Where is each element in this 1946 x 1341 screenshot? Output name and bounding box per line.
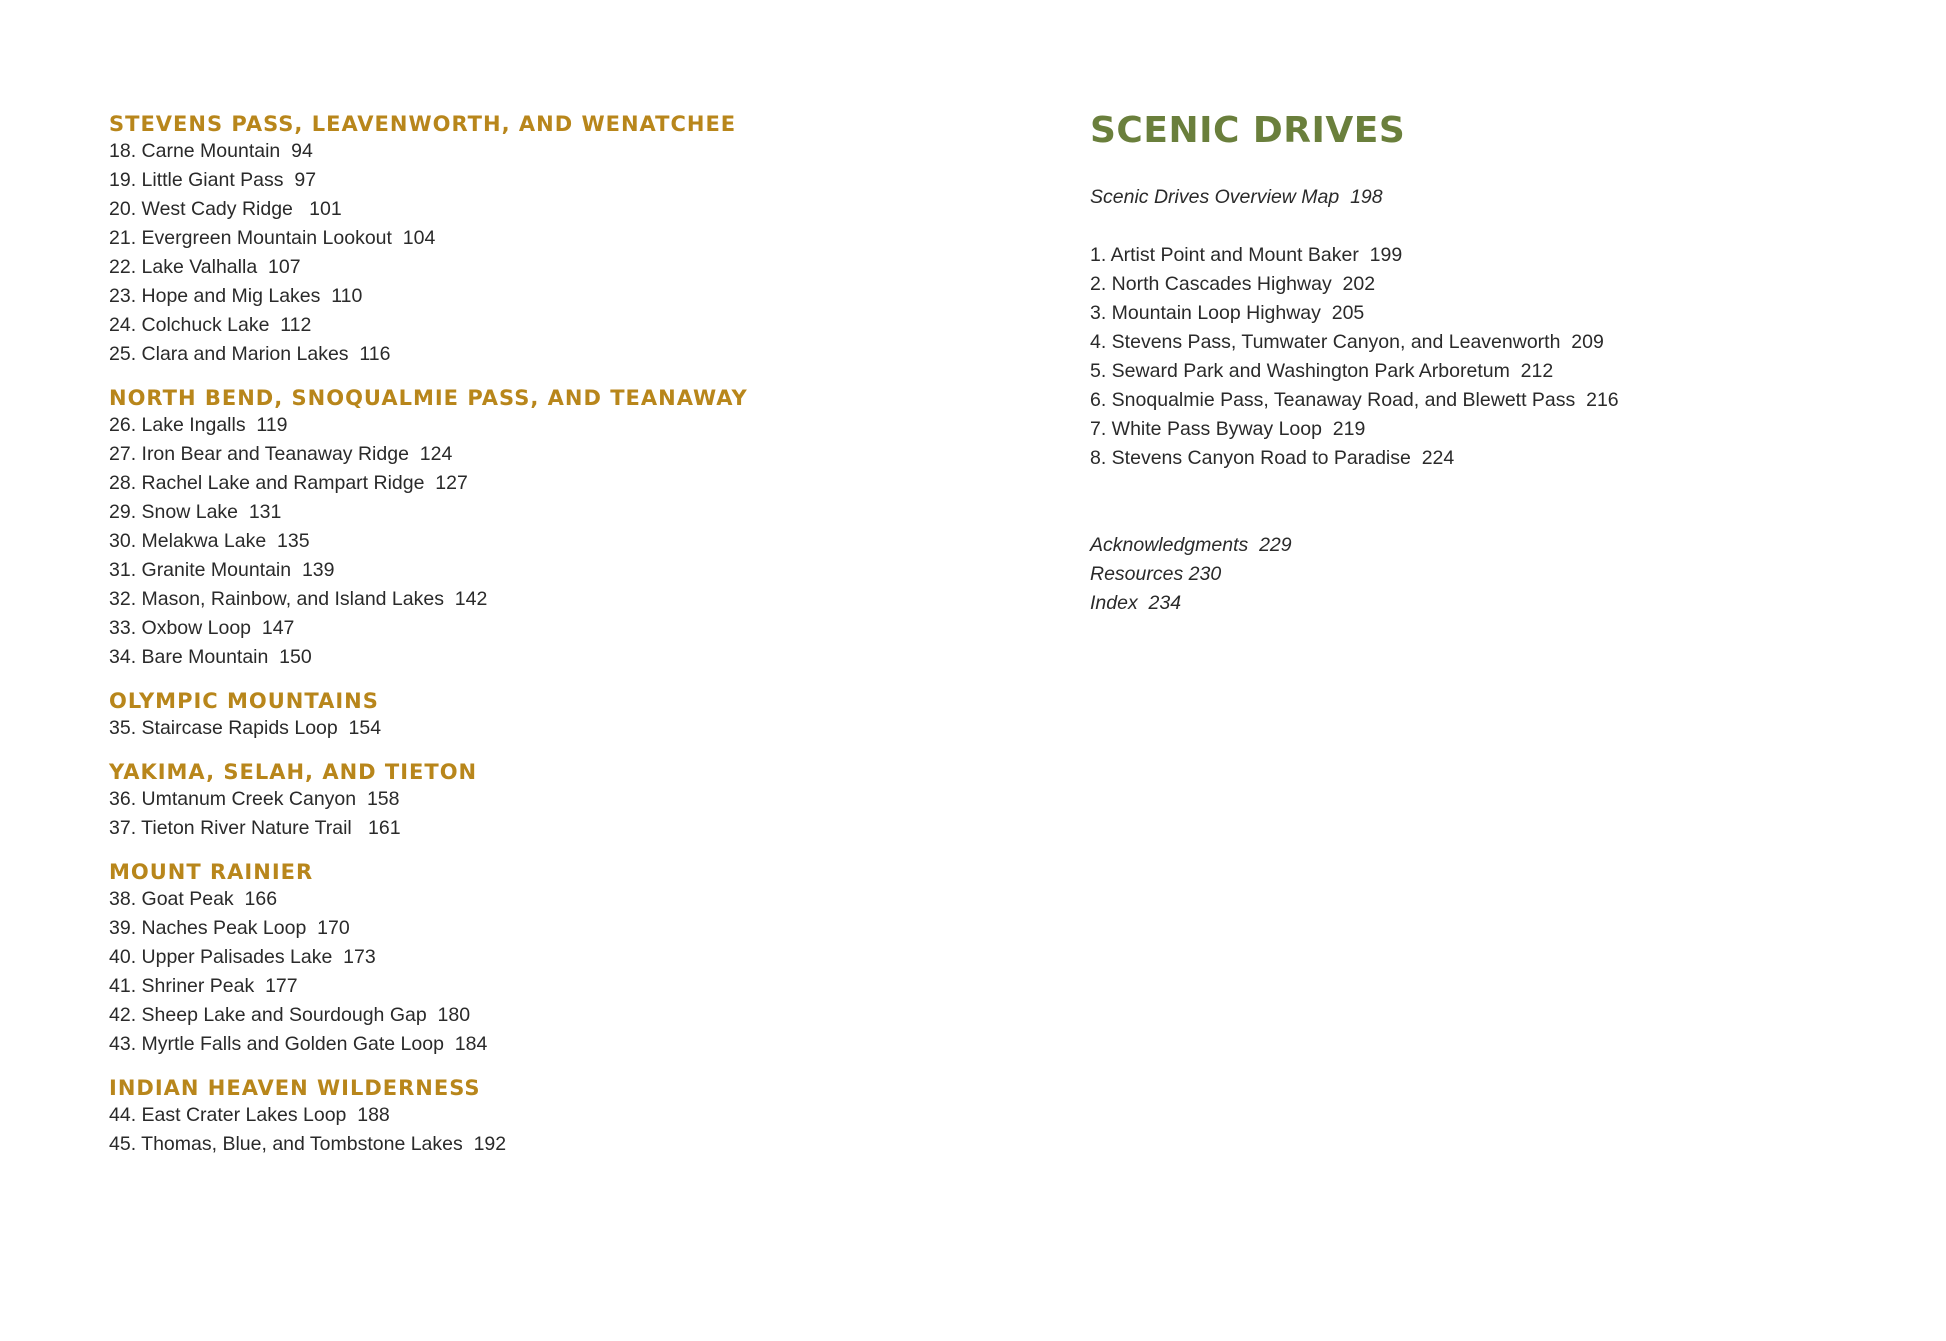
toc-entry: 43. Myrtle Falls and Golden Gate Loop 184: [109, 1033, 488, 1055]
toc-entry: 44. East Crater Lakes Loop 188: [109, 1104, 390, 1126]
toc-section: [109, 859, 969, 1059]
section-heading: OLYMPIC MOUNTAINS: [109, 689, 379, 713]
toc-entry: 23. Hope and Mig Lakes 110: [109, 285, 363, 307]
scenic-drives-list: [1090, 241, 1910, 473]
toc-entry: 38. Goat Peak 166: [109, 888, 278, 910]
toc-entry: 27. Iron Bear and Teanaway Ridge 124: [109, 443, 453, 465]
toc-left-column: [109, 111, 969, 1175]
toc-entry: 40. Upper Palisades Lake 173: [109, 946, 376, 968]
toc-entry: 28. Rachel Lake and Rampart Ridge 127: [109, 472, 468, 494]
toc-entry: 37. Tieton River Nature Trail 161: [109, 817, 401, 839]
entry-list: [109, 785, 969, 843]
index-entry: Index 234: [1090, 592, 1182, 614]
toc-entry: 33. Oxbow Loop 147: [109, 617, 295, 639]
toc-entry: 36. Umtanum Creek Canyon 158: [109, 788, 400, 810]
toc-entry: 30. Melakwa Lake 135: [109, 530, 310, 552]
toc-entry: 21. Evergreen Mountain Lookout 104: [109, 227, 436, 249]
scenic-drive-entry: 3. Mountain Loop Highway 205: [1090, 302, 1365, 324]
toc-entry: 34. Bare Mountain 150: [109, 646, 312, 668]
toc-entry: 24. Colchuck Lake 112: [109, 314, 312, 336]
scenic-drive-entry: 1. Artist Point and Mount Baker 199: [1090, 244, 1403, 266]
toc-entry: 45. Thomas, Blue, and Tombstone Lakes 192: [109, 1133, 507, 1155]
scenic-drives-title: SCENIC DRIVES: [1090, 110, 1406, 151]
toc-entry: 25. Clara and Marion Lakes 116: [109, 343, 391, 365]
toc-entry: 29. Snow Lake 131: [109, 501, 282, 523]
resources-entry: Resources 230: [1090, 563, 1222, 585]
toc-section: [109, 385, 969, 672]
scenic-drive-entry: 4. Stevens Pass, Tumwater Canyon, and Leavenworth 209: [1090, 331, 1604, 353]
scenic-drive-entry: 7. White Pass Byway Loop 219: [1090, 418, 1366, 440]
toc-entry: 32. Mason, Rainbow, and Island Lakes 142: [109, 588, 488, 610]
toc-section: [109, 759, 969, 843]
entry-list: [109, 1101, 969, 1159]
scenic-drive-entry: 2. North Cascades Highway 202: [1090, 273, 1376, 295]
section-heading: STEVENS PASS, LEAVENWORTH, AND WENATCHEE: [109, 112, 737, 136]
overview-map-entry: Scenic Drives Overview Map 198: [1090, 186, 1383, 208]
section-heading: MOUNT RAINIER: [109, 860, 314, 884]
toc-entry: 31. Granite Mountain 139: [109, 559, 335, 581]
toc-entry: 39. Naches Peak Loop 170: [109, 917, 350, 939]
scenic-drive-entry: 6. Snoqualmie Pass, Teanaway Road, and Blewett Pass 216: [1090, 389, 1619, 411]
toc-entry: 19. Little Giant Pass 97: [109, 169, 317, 191]
scenic-drive-entry: 5. Seward Park and Washington Park Arboretum 212: [1090, 360, 1554, 382]
toc-entry: 22. Lake Valhalla 107: [109, 256, 301, 278]
toc-entry: 42. Sheep Lake and Sourdough Gap 180: [109, 1004, 471, 1026]
entry-list: [109, 411, 969, 672]
back-matter-list: [1090, 531, 1910, 618]
section-heading: INDIAN HEAVEN WILDERNESS: [109, 1076, 481, 1100]
toc-section: [109, 111, 969, 369]
toc-right-column: [1090, 111, 1910, 618]
toc-section: [109, 688, 969, 743]
section-heading: NORTH BEND, SNOQUALMIE PASS, AND TEANAWAY: [109, 386, 748, 410]
toc-entry: 20. West Cady Ridge 101: [109, 198, 342, 220]
toc-entry: 18. Carne Mountain 94: [109, 140, 313, 162]
toc-entry: 35. Staircase Rapids Loop 154: [109, 717, 382, 739]
toc-entry: 41. Shriner Peak 177: [109, 975, 298, 997]
toc-entry: 26. Lake Ingalls 119: [109, 414, 288, 436]
entry-list: [109, 885, 969, 1059]
toc-section: [109, 1075, 969, 1159]
acknowledgments-entry: Acknowledgments 229: [1090, 534, 1292, 556]
scenic-drive-entry: 8. Stevens Canyon Road to Paradise 224: [1090, 447, 1455, 469]
entry-list: [109, 137, 969, 369]
section-heading: YAKIMA, SELAH, AND TIETON: [109, 760, 478, 784]
entry-list: [109, 714, 969, 743]
